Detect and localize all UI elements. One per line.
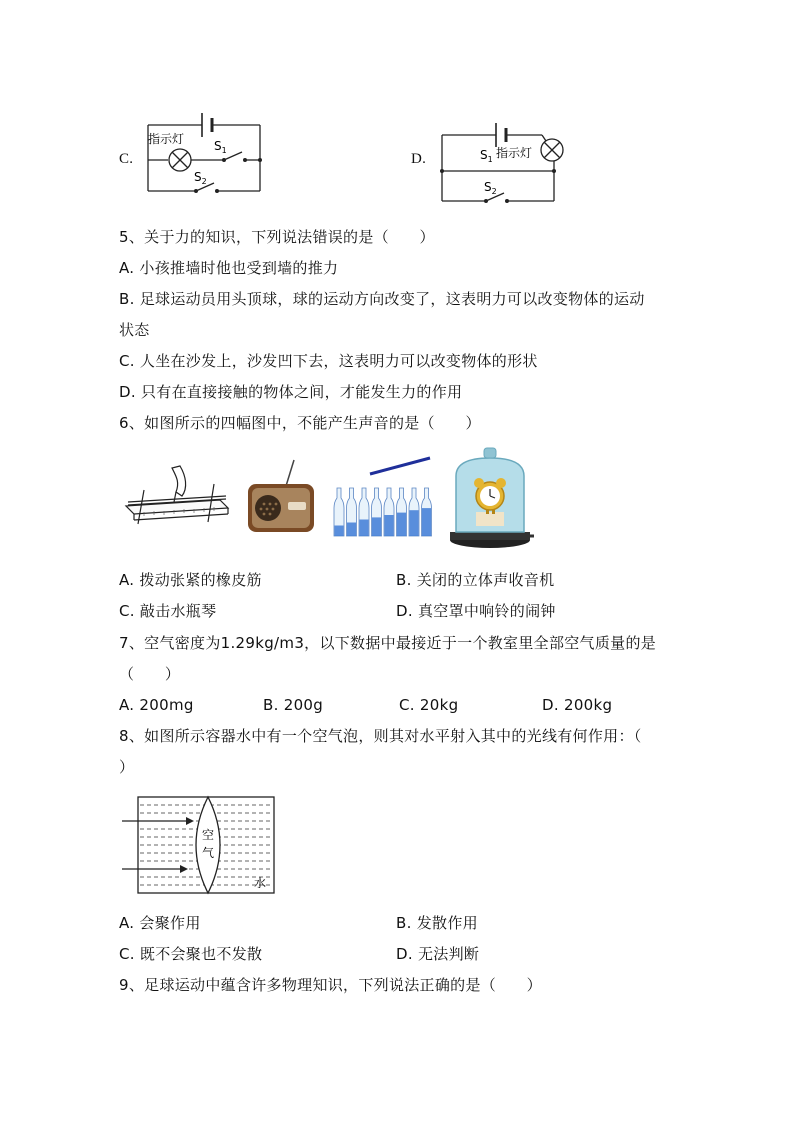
lamp-label-c: 指示灯	[148, 132, 185, 146]
q8-option-c: C. 既不会聚也不发散	[119, 945, 263, 963]
q8-stem: 8、如图所示容器水中有一个空气泡，则其对水平射入其中的光线有何作用：（	[119, 727, 642, 745]
q7-stem-cont: （ ）	[119, 665, 181, 683]
q7-option-c: C. 20kg	[399, 696, 459, 714]
air-bubble-diagram	[120, 793, 280, 897]
bottle-water	[372, 517, 381, 536]
q8-option-a: A. 会聚作用	[119, 914, 201, 932]
bottle-water	[360, 520, 369, 537]
q6-option-d: D. 真空罩中响铃的闹钟	[396, 602, 556, 620]
air-label-2: 气	[202, 846, 215, 860]
bottle-water	[422, 508, 431, 536]
bottle-water	[410, 510, 419, 536]
s1-label-c: $S_1$	[214, 139, 227, 155]
q5-option-b: B. 足球运动员用头顶球，球的运动方向改变了，这表明力可以改变物体的运动	[119, 290, 645, 308]
bell-jar-picture	[446, 446, 534, 550]
option-d-label: D.	[411, 151, 427, 167]
bottle-water	[385, 515, 394, 536]
q8-option-b: B. 发散作用	[396, 914, 478, 932]
s2-label-d: $S_2$	[484, 180, 497, 196]
s1-label-d: $S_1$	[480, 148, 493, 164]
q6-stem: 6、如图所示的四幅图中，不能产生声音的是（ ）	[119, 414, 481, 432]
s2-label-c: $S_2$	[194, 170, 207, 186]
q7-option-b: B. 200g	[263, 696, 324, 714]
q5-option-d: D. 只有在直接接触的物体之间，才能发生力的作用	[119, 383, 463, 401]
q5-option-a: A. 小孩推墙时他也受到墙的推力	[119, 259, 339, 277]
circuit-diagram-d	[434, 115, 564, 207]
q8-option-d: D. 无法判断	[396, 945, 480, 963]
bottle-water	[397, 513, 406, 536]
rubber-band-picture	[124, 462, 230, 532]
q5-stem: 5、关于力的知识，下列说法错误的是（ ）	[119, 228, 435, 246]
bottle-water	[335, 526, 344, 537]
q5-option-b-cont: 状态	[119, 321, 150, 339]
lamp-label-d: 指示灯	[496, 146, 533, 160]
q6-option-c: C. 敲击水瓶琴	[119, 602, 217, 620]
q7-option-d: D. 200kg	[542, 696, 613, 714]
bottle-water	[347, 523, 356, 537]
q8-stem-cont: ）	[119, 758, 135, 776]
circuit-diagram-c	[140, 105, 270, 197]
q7-stem: 7、空气密度为1.29kg/m3，以下数据中最接近于一个教室里全部空气质量的是	[119, 634, 657, 652]
q6-option-a: A. 拨动张紧的橡皮筋	[119, 571, 262, 589]
air-label-1: 空	[202, 828, 215, 842]
water-label: 水	[254, 876, 267, 890]
q6-option-b: B. 关闭的立体声收音机	[396, 571, 555, 589]
q7-option-a: A. 200mg	[119, 696, 194, 714]
option-c-label: C.	[119, 151, 134, 167]
water-bottles-picture	[330, 452, 434, 540]
q9-stem: 9、足球运动中蕴含许多物理知识，下列说法正确的是（ ）	[119, 976, 542, 994]
radio-picture	[246, 458, 316, 536]
q5-option-c: C. 人坐在沙发上，沙发凹下去，这表明力可以改变物体的形状	[119, 352, 538, 370]
